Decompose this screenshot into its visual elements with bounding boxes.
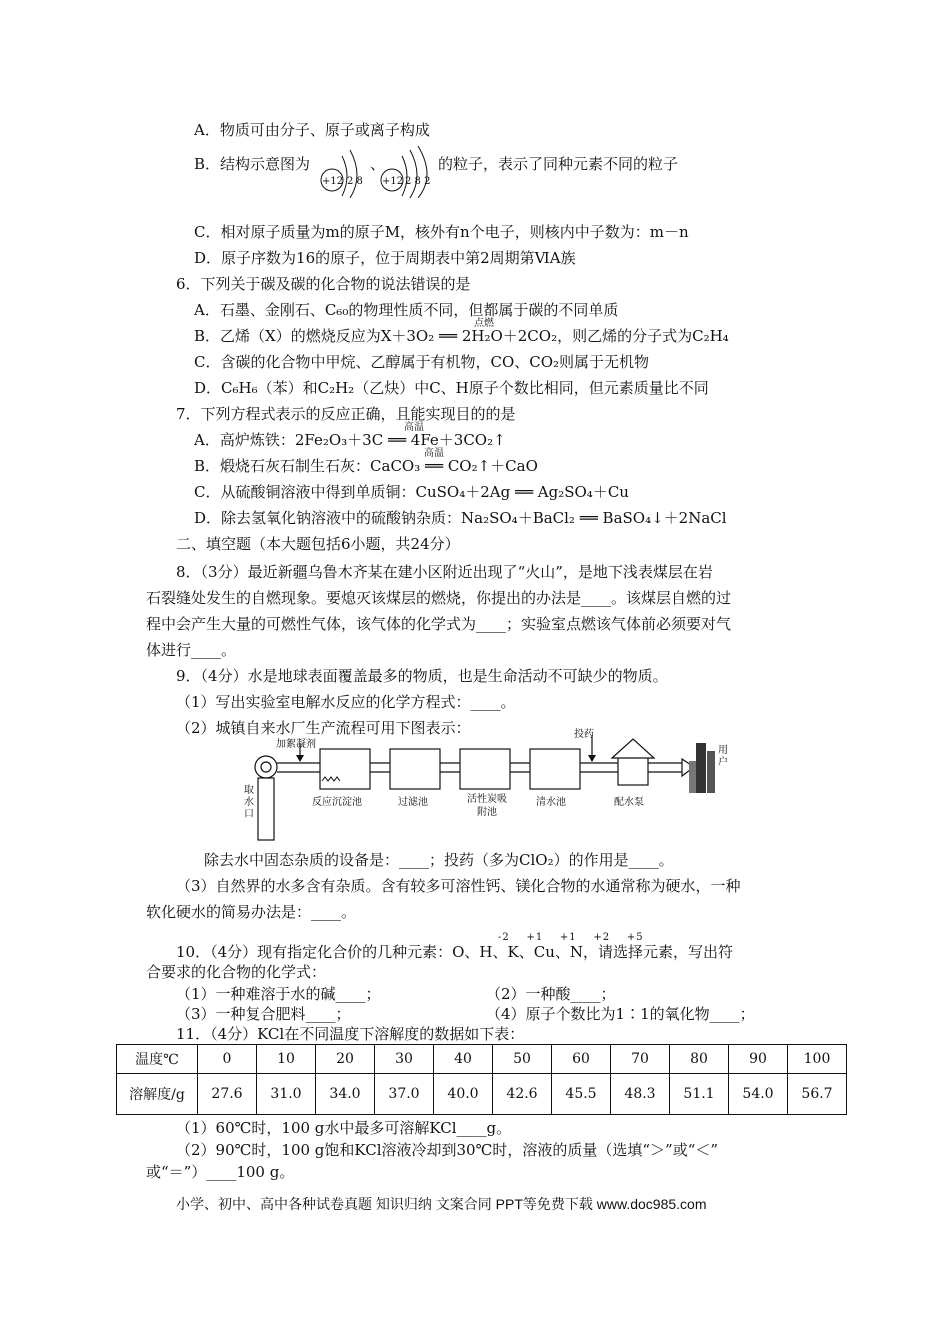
- temp-cell: 30: [375, 1045, 434, 1074]
- solubility-cell: 48.3: [611, 1074, 670, 1115]
- q9-part-3-line-1: （3）自然界的水多含有杂质。含有较多可溶性钙、镁化合物的水通常称为硬水，一种: [176, 877, 741, 895]
- q11-part-2-line-1: （2）90℃时，100 g饱和KCl溶液冷却到30℃时，溶液的质量（选填“＞”或“＜”: [176, 1141, 719, 1159]
- label-dosing: 投药: [574, 729, 594, 740]
- solubility-cell: 45.5: [552, 1074, 611, 1115]
- label-filter-tank: 过滤池: [398, 797, 428, 808]
- solubility-cell: 51.1: [670, 1074, 729, 1115]
- table-row-temperature: [117, 1045, 847, 1074]
- temp-cell: 90: [729, 1045, 788, 1074]
- label-intake: 取水口: [244, 785, 254, 820]
- solubility-cell: 40.0: [434, 1074, 493, 1115]
- label-clear-water-tank: 清水池: [536, 797, 566, 808]
- q7-option-b: B．煅烧石灰石制生石灰：CaCO₃ ══ CO₂↑＋CaO: [194, 457, 538, 475]
- solubility-cell: 42.6: [493, 1074, 552, 1115]
- q7-option-c: C．从硫酸铜溶液中得到单质铜：CuSO₄＋2Ag ══ Ag₂SO₄＋Cu: [194, 483, 629, 501]
- q10-line-1: 10．（4分）现有指定化合价的几种元素：O、H、K、Cu、N，请选择元素，写出符: [176, 943, 733, 961]
- q5-option-b-suffix: 的粒子，表示了同种元素不同的粒子: [438, 155, 679, 173]
- solubility-cell: 31.0: [257, 1074, 316, 1115]
- label-carbon-adsorption-tank: 活性炭吸附池: [467, 794, 507, 818]
- water-treatment-flow-diagram: [240, 729, 730, 845]
- q6-stem: 6．下列关于碳及碳的化合物的说法错误的是: [176, 275, 471, 293]
- temp-cell: 20: [316, 1045, 375, 1074]
- solubility-table: [116, 1044, 847, 1115]
- label-coagulant: 加絮凝剂: [276, 739, 316, 750]
- q6-reaction-condition: 点燃: [474, 318, 494, 329]
- table-row-solubility: [117, 1074, 847, 1115]
- q7-option-d: D．除去氢氧化钠溶液中的硫酸钠杂质：Na₂SO₄＋BaCl₂ ══ BaSO₄↓＋2NaCl: [194, 509, 727, 527]
- q10-part-2: （2）一种酸____；: [486, 985, 616, 1003]
- q9-part-2-question: 除去水中固态杂质的设备是：____；投药（多为ClO₂）的作用是____。: [204, 851, 674, 869]
- atom1-shells: 2 8: [347, 176, 363, 187]
- solubility-cell: 34.0: [316, 1074, 375, 1115]
- q8-line-4: 体进行____。: [146, 641, 237, 659]
- q10-part-3: （3）一种复合肥料____；: [176, 1005, 351, 1023]
- solubility-cell: 37.0: [375, 1074, 434, 1115]
- temp-cell: 60: [552, 1045, 611, 1074]
- label-pump: 配水泵: [614, 797, 644, 808]
- q7-condition-b: 高温: [424, 448, 444, 459]
- q6-option-d: D．C₆H₆（苯）和C₂H₂（乙炔）中C、H原子个数比相同，但元素质量比不同: [194, 379, 709, 397]
- q9-part-1: （1）写出实验室电解水反应的化学方程式：____。: [176, 693, 516, 711]
- atom2-shells: 2 8 2: [405, 176, 431, 187]
- q10-line-2: 合要求的化合物的化学式：: [146, 963, 327, 981]
- q9-part-2: （2）城镇自来水厂生产流程可用下图表示：: [176, 719, 471, 737]
- q6-option-b: B．乙烯（X）的燃烧反应为X＋3O₂ ══ 2H₂O＋2CO₂，则乙烯的分子式为C₂H₄: [194, 327, 729, 345]
- q7-condition-a: 高温: [404, 422, 424, 433]
- section-2-heading: 二、填空题（本大题包括6小题，共24分）: [176, 535, 460, 553]
- q5-option-b-separator: 、: [370, 155, 386, 173]
- q11-part-2-line-2: 或“＝”）____100 g。: [146, 1163, 295, 1181]
- solubility-cell: 27.6: [198, 1074, 257, 1115]
- solubility-cell: 54.0: [729, 1074, 788, 1115]
- q9-part-3-line-2: 软化硬水的简易办法是：____。: [146, 903, 357, 921]
- q8-line-1: 8．（3分）最近新疆乌鲁木齐某在建小区附近出现了“火山”，是地下浅表煤层在岩: [176, 563, 713, 581]
- temp-cell: 70: [611, 1045, 670, 1074]
- q5-option-c: C．相对原子质量为m的原子M，核外有n个电子，则核内中子数为：m－n: [194, 223, 689, 241]
- q10-valence-marks: -2 +1 +1 +2 +5: [498, 932, 644, 943]
- temp-cell: 50: [493, 1045, 552, 1074]
- q11-stem: 11．（4分）KCl在不同温度下溶解度的数据如下表：: [176, 1025, 525, 1043]
- temp-cell: 10: [257, 1045, 316, 1074]
- temp-cell: 80: [670, 1045, 729, 1074]
- temp-cell: 40: [434, 1045, 493, 1074]
- q5-option-b-prefix: B．结构示意图为: [194, 155, 311, 173]
- page-footer: 小学、初中、高中各种试卷真题 知识归纳 文案合同 PPT等免费下载 www.doc985.com: [176, 1196, 707, 1212]
- solubility-cell: 56.7: [788, 1074, 847, 1115]
- q6-option-a: A．石墨、金刚石、C₆₀的物理性质不同，但都属于碳的不同单质: [194, 301, 619, 319]
- row-label-temperature: 温度℃: [117, 1045, 198, 1074]
- atom2-nucleus: +12: [382, 176, 404, 187]
- q5-option-a: A．物质可由分子、原子或离子构成: [194, 121, 430, 139]
- q7-stem: 7．下列方程式表示的反应正确，且能实现目的的是: [176, 405, 516, 423]
- q8-line-3: 程中会产生大量的可燃性气体，该气体的化学式为____；实验室点燃该气体前必须要对气: [146, 615, 732, 633]
- q11-part-1: （1）60℃时，100 g水中最多可溶解KCl____g。: [176, 1119, 512, 1137]
- q5-option-d: D．原子序数为16的原子，位于周期表中第2周期第ⅥA族: [194, 249, 576, 267]
- q7-option-a: A．高炉炼铁：2Fe₂O₃＋3C ══ 4Fe＋3CO₂↑: [194, 431, 506, 449]
- label-sedimentation-tank: 反应沉淀池: [312, 797, 362, 808]
- q6-option-c: C．含碳的化合物中甲烷、乙醇属于有机物，CO、CO₂则属于无机物: [194, 353, 650, 371]
- q10-part-4: （4）原子个数比为1∶1的氧化物____；: [486, 1005, 755, 1023]
- row-label-solubility: 溶解度/g: [117, 1074, 198, 1115]
- q9-stem: 9．（4分）水是地球表面覆盖最多的物质，也是生命活动不可缺少的物质。: [176, 667, 668, 685]
- q8-line-2: 石裂缝处发生的自燃现象。要熄灭该煤层的燃烧，你提出的办法是____。该煤层自燃的过: [146, 589, 732, 607]
- temp-cell: 100: [788, 1045, 847, 1074]
- q10-part-1: （1）一种难溶于水的碱____；: [176, 985, 381, 1003]
- label-users: 用户: [718, 745, 728, 768]
- atom1-nucleus: +12: [322, 176, 344, 187]
- temp-cell: 0: [198, 1045, 257, 1074]
